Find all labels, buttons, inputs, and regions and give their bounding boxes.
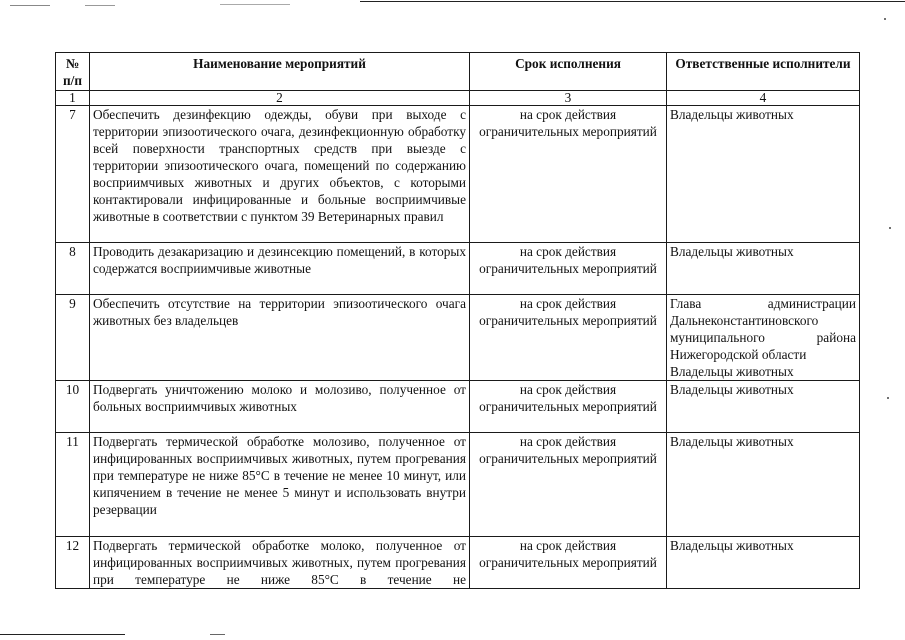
measures-table [55,52,860,589]
table-row [56,295,860,381]
deadline: на срок действия ограничительных мероприятий [470,381,667,433]
responsible [667,106,860,243]
measure-name: Обеспечить дезинфекцию одежды, обуви при выходе с территории эпизоотического очага, дезинфекционную обработку всей поверхности транспортных средств при выезде с территории эпизоотического очага, помещений по содержанию восприимчивых животных и других объектов, с которыми контактировали инфицированные и больные восприимчивые животные в соответствии с пунктом 39 Ветеринарных правил [90,106,470,243]
responsible [667,243,860,295]
row-number: 11 [56,433,90,537]
deadline: на срок действия ограничительных мероприятий [470,295,667,381]
deadline: на срок действия ограничительных мероприятий [470,106,667,243]
measure-name: Подвергать уничтожению молоко и молозиво, полученное от больных восприимчивых животных [90,381,470,433]
responsible-line: Владельцы животных [670,382,794,397]
responsible [667,433,860,537]
row-number: 7 [56,106,90,243]
scan-artifact-top-dash [220,4,290,5]
scan-artifact-top-line [360,1,905,2]
deadline: на срок действия ограничительных мероприятий [470,537,667,589]
index-cell: 1 [56,91,90,106]
header-number: № п/п [56,53,90,91]
table-row [56,381,860,433]
responsible-line: Владельцы животных [670,434,794,449]
header-deadline: Срок исполнения [470,53,667,91]
index-cell: 2 [90,91,470,106]
measure-name: Обеспечить отсутствие на территории эпизоотического очага животных без владельцев [90,295,470,381]
scan-artifact-top-dash [85,5,115,6]
deadline: на срок действия ограничительных мероприятий [470,433,667,537]
scan-artifact-top-dash [10,5,50,6]
responsible-line: Глава администрации Дальнеконстантиновского муниципального района Нижегородской области [670,296,856,362]
responsible [667,295,860,381]
responsible [667,381,860,433]
scan-artifact-bottom-line [0,634,125,635]
table-row [56,106,860,243]
table-row [56,433,860,537]
table-row [56,243,860,295]
responsible-line: Владельцы животных [670,538,794,553]
index-cell: 3 [470,91,667,106]
scan-artifact-dot [887,397,889,399]
deadline: на срок действия ограничительных мероприятий [470,243,667,295]
header-responsible: Ответственные исполнители [667,53,860,91]
scan-artifact-dot [884,18,886,20]
responsible-line: Владельцы животных [670,244,794,259]
row-number: 9 [56,295,90,381]
scan-artifact-bottom-dash [210,634,225,635]
column-index-row [56,91,860,106]
row-number: 12 [56,537,90,589]
measure-name: Подвергать термической обработке молозиво, полученное от инфицированных восприимчивых животных, путем прогревания при температуре не ниже 85°С в течение не менее 10 минут, или кипячением в течение не менее 5 минут и использовать внутри резервации [90,433,470,537]
header-measure-name: Наименование мероприятий [90,53,470,91]
index-cell: 4 [667,91,860,106]
table-row [56,537,860,589]
scan-artifact-dot [889,227,891,229]
responsible [667,537,860,589]
row-number: 10 [56,381,90,433]
table-header-row [56,53,860,91]
responsible-line: Владельцы животных [670,364,794,379]
row-number: 8 [56,243,90,295]
responsible-line: Владельцы животных [670,107,794,122]
measure-name: Проводить дезакаризацию и дезинсекцию помещений, в которых содержатся восприимчивые животные [90,243,470,295]
measure-name: Подвергать термической обработке молоко, полученное от инфицированных восприимчивых животных, путем прогревания при температуре не ниже 85°С в течение не [90,537,470,589]
